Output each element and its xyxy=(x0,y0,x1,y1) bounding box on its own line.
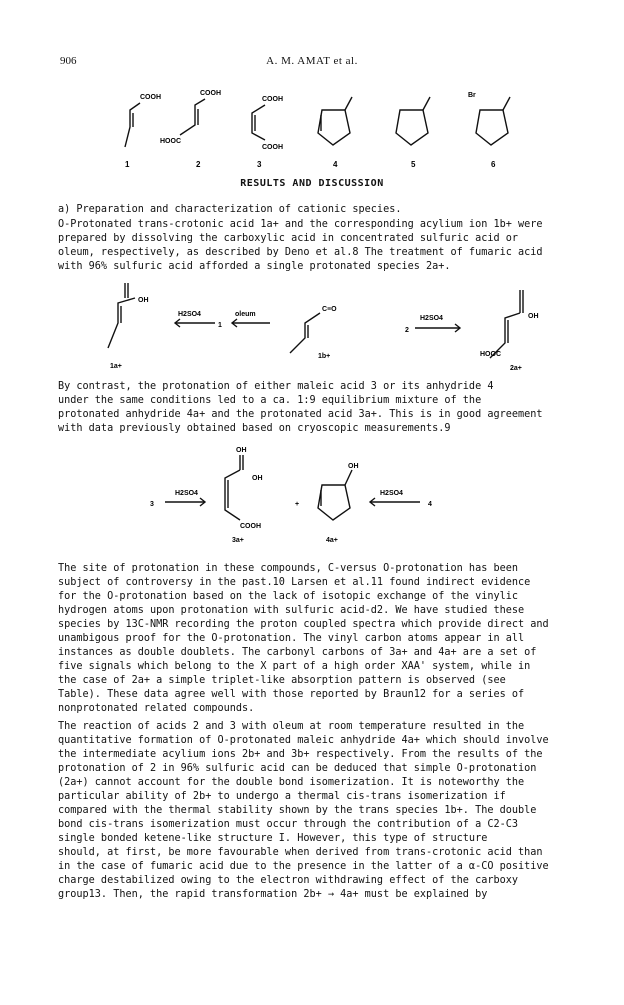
para4-line: in the case of fumaric acid due to the presence in the latter of a α-CO positive xyxy=(58,861,549,872)
group-label: HOOC xyxy=(160,138,181,145)
para3-line: five signals which belong to the X part of a high order XAA' system, while in xyxy=(58,661,531,672)
group-label: OH xyxy=(138,297,149,304)
group-label: COOH xyxy=(262,144,283,151)
para4-line: particular ability of 2b+ to undergo a thermal cis-trans isomerization if xyxy=(58,791,506,802)
para4-line: bond cis-trans isomerization must occur through the contribution of a C2-C3 xyxy=(58,819,519,830)
group-label: OH xyxy=(528,313,539,320)
para3-line: the case of 2a+ a simple triplet-like absorption pattern is observed (see xyxy=(58,675,506,686)
species-label: 4a+ xyxy=(326,537,338,544)
reagent: H2SO4 xyxy=(420,315,443,322)
species-label: 1a+ xyxy=(110,363,122,370)
para2-line: By contrast, the protonation of either maleic acid 3 or its anhydride 4 xyxy=(58,381,494,392)
para2-line: with data previously obtained based on cryoscopic measurements.9 xyxy=(58,423,451,434)
para2-line: protonated anhydride 4a+ and the protonated acid 3a+. This is in good agreement xyxy=(58,409,543,420)
compound-number: 4 xyxy=(333,160,338,169)
group-label: OH xyxy=(252,475,263,482)
scheme-compound-number: 4 xyxy=(428,501,432,508)
para4-line: quantitative formation of O-protonated maleic anhydride 4a+ which should involve xyxy=(58,735,549,746)
para3-line: subject of controversy in the past.10 Larsen et al.11 found indirect evidence xyxy=(58,577,531,588)
para4-line: compared with the thermal stability shown by the trans species 1b+. The double xyxy=(58,805,537,816)
group-label: OH xyxy=(348,463,359,470)
group-label: COOH xyxy=(200,90,221,97)
compound-number: 6 xyxy=(491,160,496,169)
para3-line: nonprotonated related compounds. xyxy=(58,703,255,714)
species-label: 3a+ xyxy=(232,537,244,544)
compound-number: 2 xyxy=(196,160,201,169)
para4-line: should, at first, be more favourable when derived from trans-crotonic acid than xyxy=(58,847,543,858)
group-label: OH xyxy=(236,447,247,454)
reagent: H2SO4 xyxy=(380,490,403,497)
para4-line: single bonded ketene-like structure I. However, this type of structure xyxy=(58,833,488,844)
para3-line: hydrogen atoms upon protonation with sulfuric acid-d2. We have studied these xyxy=(58,605,525,616)
compound-number: 5 xyxy=(411,160,416,169)
para1-line: oleum, respectively, as described by Deno et al.8 The treatment of fumaric acid xyxy=(58,247,543,258)
group-label: COOH xyxy=(262,96,283,103)
reagent: H2SO4 xyxy=(175,490,198,497)
section-title: RESULTS AND DISCUSSION xyxy=(240,178,384,189)
para1-line: O-Protonated trans-crotonic acid 1a+ and the corresponding acylium ion 1b+ were xyxy=(58,219,543,230)
para4-line: group13. Then, the rapid transformation 2b+ → 4a+ must be explained by xyxy=(58,889,488,900)
scheme-compound-number: 2 xyxy=(405,327,409,334)
plus-sign: + xyxy=(295,501,300,508)
page-number: 906 xyxy=(60,55,77,67)
reagent: oleum xyxy=(235,311,256,318)
para4-line: protonation of 2 in 96% sulfuric acid can be deduced that simple O-protonation xyxy=(58,763,537,774)
para1-line: with 96% sulfuric acid afforded a single protonated species 2a+. xyxy=(58,261,451,272)
group-label: Br xyxy=(468,92,476,99)
para4-line: The reaction of acids 2 and 3 with oleum at room temperature resulted in the xyxy=(58,721,525,732)
para3-line: for the O-protonation based on the lack of isotopic exchange of the vinylic xyxy=(58,591,519,602)
subsection-heading: a) Preparation and characterization of cationic species. xyxy=(58,204,402,215)
group-label: HOOC xyxy=(480,351,501,358)
reagent: H2SO4 xyxy=(178,311,201,318)
species-label: 1b+ xyxy=(318,353,331,360)
scheme-3-equilibrium xyxy=(0,440,624,550)
running-head: A. M. AMAT et al. xyxy=(266,55,358,67)
group-label: C≡O xyxy=(322,306,337,313)
scheme-compound-number: 1 xyxy=(218,322,222,329)
compound-number: 3 xyxy=(257,160,262,169)
para3-line: instances as double doublets. The carbonyl carbons of 3a+ and 4a+ are a set of xyxy=(58,647,537,658)
group-label: COOH xyxy=(240,523,261,530)
compound-number: 1 xyxy=(125,160,130,169)
para4-line: charge destabilized owing to the electron withdrawing effect of the carboxy xyxy=(58,875,519,886)
scheme-compound-number: 3 xyxy=(150,501,154,508)
species-label: 2a+ xyxy=(510,365,522,372)
para2-line: under the same conditions led to a ca. 1:9 equilibrium mixture of the xyxy=(58,395,482,406)
group-label: COOH xyxy=(140,94,161,101)
para3-line: unambigous proof for the O-protonation. The vinyl carbon atoms appear in all xyxy=(58,633,525,644)
para3-line: species by 13C-NMR recording the proton coupled spectra which provide direct and xyxy=(58,619,549,630)
para3-line: Table). These data agree well with those reported by Braun12 for a series of xyxy=(58,689,525,700)
para4-line: the intermediate acylium ions 2b+ and 3b+ respectively. From the results of the xyxy=(58,749,543,760)
scheme-2-protonation xyxy=(0,278,624,378)
scheme-1-structures xyxy=(0,85,624,175)
para3-line: The site of protonation in these compounds, C-versus O-protonation has been xyxy=(58,563,519,574)
para1-line: prepared by dissolving the carboxylic acid in concentrated sulfuric acid or xyxy=(58,233,519,244)
para4-line: (2a+) cannot account for the double bond isomerization. It is noteworthy the xyxy=(58,777,525,788)
